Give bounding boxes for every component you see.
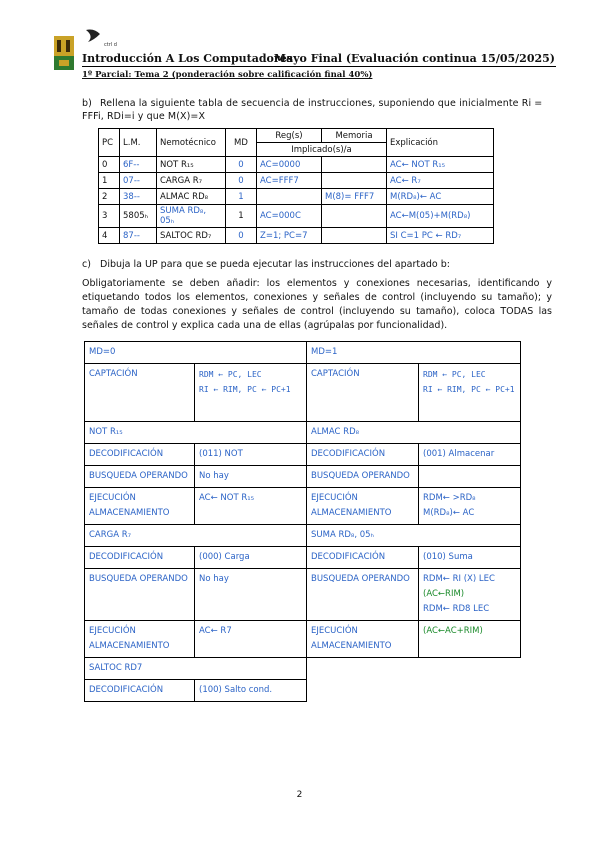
col-header-impl: Implicado(s)/a (257, 143, 387, 157)
captacion-md1-line1: RDM ← PC, LEC (423, 370, 486, 379)
not-busq: No hay (195, 466, 307, 488)
cell-exp: M(RD₈)← AC (387, 189, 494, 205)
decodificacion-label: DECODIFICACIÓN (85, 547, 195, 569)
university-crest-icon (54, 36, 74, 70)
cell-reg: AC=000C (257, 205, 322, 228)
empty-cell (307, 658, 521, 680)
md1-heading: MD=1 (307, 342, 521, 364)
cell-exp: AC← NOT R₁₅ (387, 157, 494, 173)
cell-pc: 1 (99, 173, 120, 189)
cell-md: 1 (226, 205, 257, 228)
cell-lm: 07-- (120, 173, 157, 189)
cell-nemo: SUMA RD₈, 05ₕ (157, 205, 226, 228)
question-b-text: Rellena la siguiente tabla de secuencia de instrucciones, suponiendo que inicialmente Ri = FFFi, RDi=i y que M(X)=X (82, 98, 543, 122)
table-row (99, 189, 494, 205)
question-c-label: c) (82, 259, 91, 270)
suma-busq-line3: RDM← RD8 LEC (423, 604, 490, 614)
cell-lm: 5805ₕ (120, 205, 157, 228)
empty-cell (307, 680, 521, 702)
cell-md: 0 (226, 157, 257, 173)
cell-lm: 6F-- (120, 157, 157, 173)
table-row (99, 157, 494, 173)
ejecucion-label: EJECUCIÓN ALMACENAMIENTO (85, 621, 195, 658)
busqueda-label: BUSQUEDA OPERANDO (85, 569, 195, 621)
col-header-lm: L.M. (120, 129, 157, 157)
col-header-pc: PC (99, 129, 120, 157)
cell-nemo: CARGA R₇ (157, 173, 226, 189)
cell-reg (257, 189, 322, 205)
decodificacion-label: DECODIFICACIÓN (307, 444, 419, 466)
exam-title: Mayo Final (Evaluación continua 15/05/2025) (273, 52, 555, 65)
ejecucion-label: EJECUCIÓN ALMACENAMIENTO (307, 621, 419, 658)
table-row (85, 422, 521, 444)
col-header-nemo: Nemotécnico (157, 129, 226, 157)
table-row (85, 488, 521, 525)
captacion-md0 (195, 364, 307, 422)
almac-title: ALMAC RD₈ (307, 422, 521, 444)
carga-decod: (000) Carga (195, 547, 307, 569)
cell-exp: AC←M(05)+M(RD₈) (387, 205, 494, 228)
col-header-md: MD (226, 129, 257, 157)
captacion-label: CAPTACIÓN (85, 364, 195, 422)
cell-pc: 2 (99, 189, 120, 205)
cell-exp: AC← R₇ (387, 173, 494, 189)
md0-heading: MD=0 (85, 342, 307, 364)
table-row (85, 342, 521, 364)
suma-busq-line1: RDM← RI (X) LEC (423, 574, 495, 584)
cell-md: 0 (226, 173, 257, 189)
cell-mem (322, 228, 387, 244)
logo-caption: ctrl d (104, 42, 117, 48)
sequence-table (98, 128, 494, 244)
cell-pc: 0 (99, 157, 120, 173)
salto-decod: (100) Salto cond. (195, 680, 307, 702)
cell-nemo: SALTOC RD₇ (157, 228, 226, 244)
table-row (99, 173, 494, 189)
cell-exp: SI C=1 PC ← RD₇ (387, 228, 494, 244)
decodificacion-label: DECODIFICACIÓN (307, 547, 419, 569)
table-row (85, 547, 521, 569)
suma-busq-line2: (AC←RIM) (423, 589, 465, 599)
table-row (85, 658, 521, 680)
table-row (99, 205, 494, 228)
table-row (85, 621, 521, 658)
almac-ejec-line1: RDM← >RD₈ (423, 493, 476, 503)
table-row (85, 680, 521, 702)
cell-md: 0 (226, 228, 257, 244)
col-header-mem: Memoria (322, 129, 387, 143)
table-row (85, 569, 521, 621)
busqueda-label: BUSQUEDA OPERANDO (307, 569, 419, 621)
cell-mem (322, 157, 387, 173)
cell-mem (322, 173, 387, 189)
captacion-md0-line2: RI ← RIM, PC ← PC+1 (199, 385, 291, 394)
ejecucion-label: EJECUCIÓN ALMACENAMIENTO (85, 488, 195, 525)
cell-pc: 3 (99, 205, 120, 228)
ejecucion-label: EJECUCIÓN ALMACENAMIENTO (307, 488, 419, 525)
not-decod: (011) NOT (195, 444, 307, 466)
almac-busq (419, 466, 521, 488)
busqueda-label: BUSQUEDA OPERANDO (85, 466, 195, 488)
cell-nemo: NOT R₁₅ (157, 157, 226, 173)
suma-decod: (010) Suma (419, 547, 521, 569)
cell-lm: 87-- (120, 228, 157, 244)
suma-ejec: (AC←AC+RIM) (419, 621, 521, 658)
header-rule (82, 66, 556, 67)
not-title: NOT R₁₅ (85, 422, 307, 444)
suma-title: SUMA RD₈, 05ₕ (307, 525, 521, 547)
question-c-text: Dibuja la UP para que se pueda ejecutar las instrucciones del apartado b: (100, 259, 450, 270)
cell-reg: AC=FFF7 (257, 173, 322, 189)
table-row (85, 525, 521, 547)
table-header-row (99, 129, 494, 143)
suma-busq (419, 569, 521, 621)
captacion-md1 (419, 364, 521, 422)
cell-md: 1 (226, 189, 257, 205)
decodificacion-label: DECODIFICACIÓN (85, 444, 195, 466)
table-row (85, 466, 521, 488)
exam-subtitle: 1º Parcial: Tema 2 (ponderación sobre calificación final 40%) (82, 70, 373, 80)
cell-pc: 4 (99, 228, 120, 244)
salto-title: SALTOC RD7 (85, 658, 307, 680)
cell-mem (322, 205, 387, 228)
control-unit-table (84, 341, 521, 702)
question-c (82, 259, 450, 270)
cell-lm: 38-- (120, 189, 157, 205)
captacion-md1-line2: RI ← RIM, PC ← PC+1 (423, 385, 515, 394)
table-row (85, 364, 521, 422)
question-b-label: b) (82, 98, 92, 109)
carga-busq: No hay (195, 569, 307, 621)
cell-reg: Z=1; PC=7 (257, 228, 322, 244)
almac-ejec-line2: M(RD₈)← AC (423, 508, 475, 518)
almac-ejec (419, 488, 521, 525)
page-number: 2 (296, 790, 303, 800)
table-row (99, 228, 494, 244)
col-header-reg: Reg(s) (257, 129, 322, 143)
almac-decod: (001) Almacenar (419, 444, 521, 466)
col-header-exp: Explicación (387, 129, 494, 157)
not-ejec: AC← NOT R₁₅ (195, 488, 307, 525)
table-row (85, 444, 521, 466)
course-title: Introducción A Los Computadores (82, 52, 293, 65)
cell-mem: M(8)= FFF7 (322, 189, 387, 205)
cell-reg: AC=0000 (257, 157, 322, 173)
instructions-paragraph: Obligatoriamente se deben añadir: los elementos y conexiones necesarias, identificando y etiquetando todos los elementos, conexiones y señales de control (incluyendo su tamaño); y tamaño de todas conexiones y señales de control (incluyendo su tamaño), coloca TODAS las señales de control y explica cada una de ellas (agrúpalas por funcionalidad). (82, 278, 552, 331)
carga-ejec: AC← R7 (195, 621, 307, 658)
decodificacion-label: DECODIFICACIÓN (85, 680, 195, 702)
captacion-md0-line1: RDM ← PC, LEC (199, 370, 262, 379)
busqueda-label: BUSQUEDA OPERANDO (307, 466, 419, 488)
captacion-label: CAPTACIÓN (307, 364, 419, 422)
question-b (82, 97, 552, 123)
carga-title: CARGA R₇ (85, 525, 307, 547)
cell-nemo: ALMAC RD₈ (157, 189, 226, 205)
